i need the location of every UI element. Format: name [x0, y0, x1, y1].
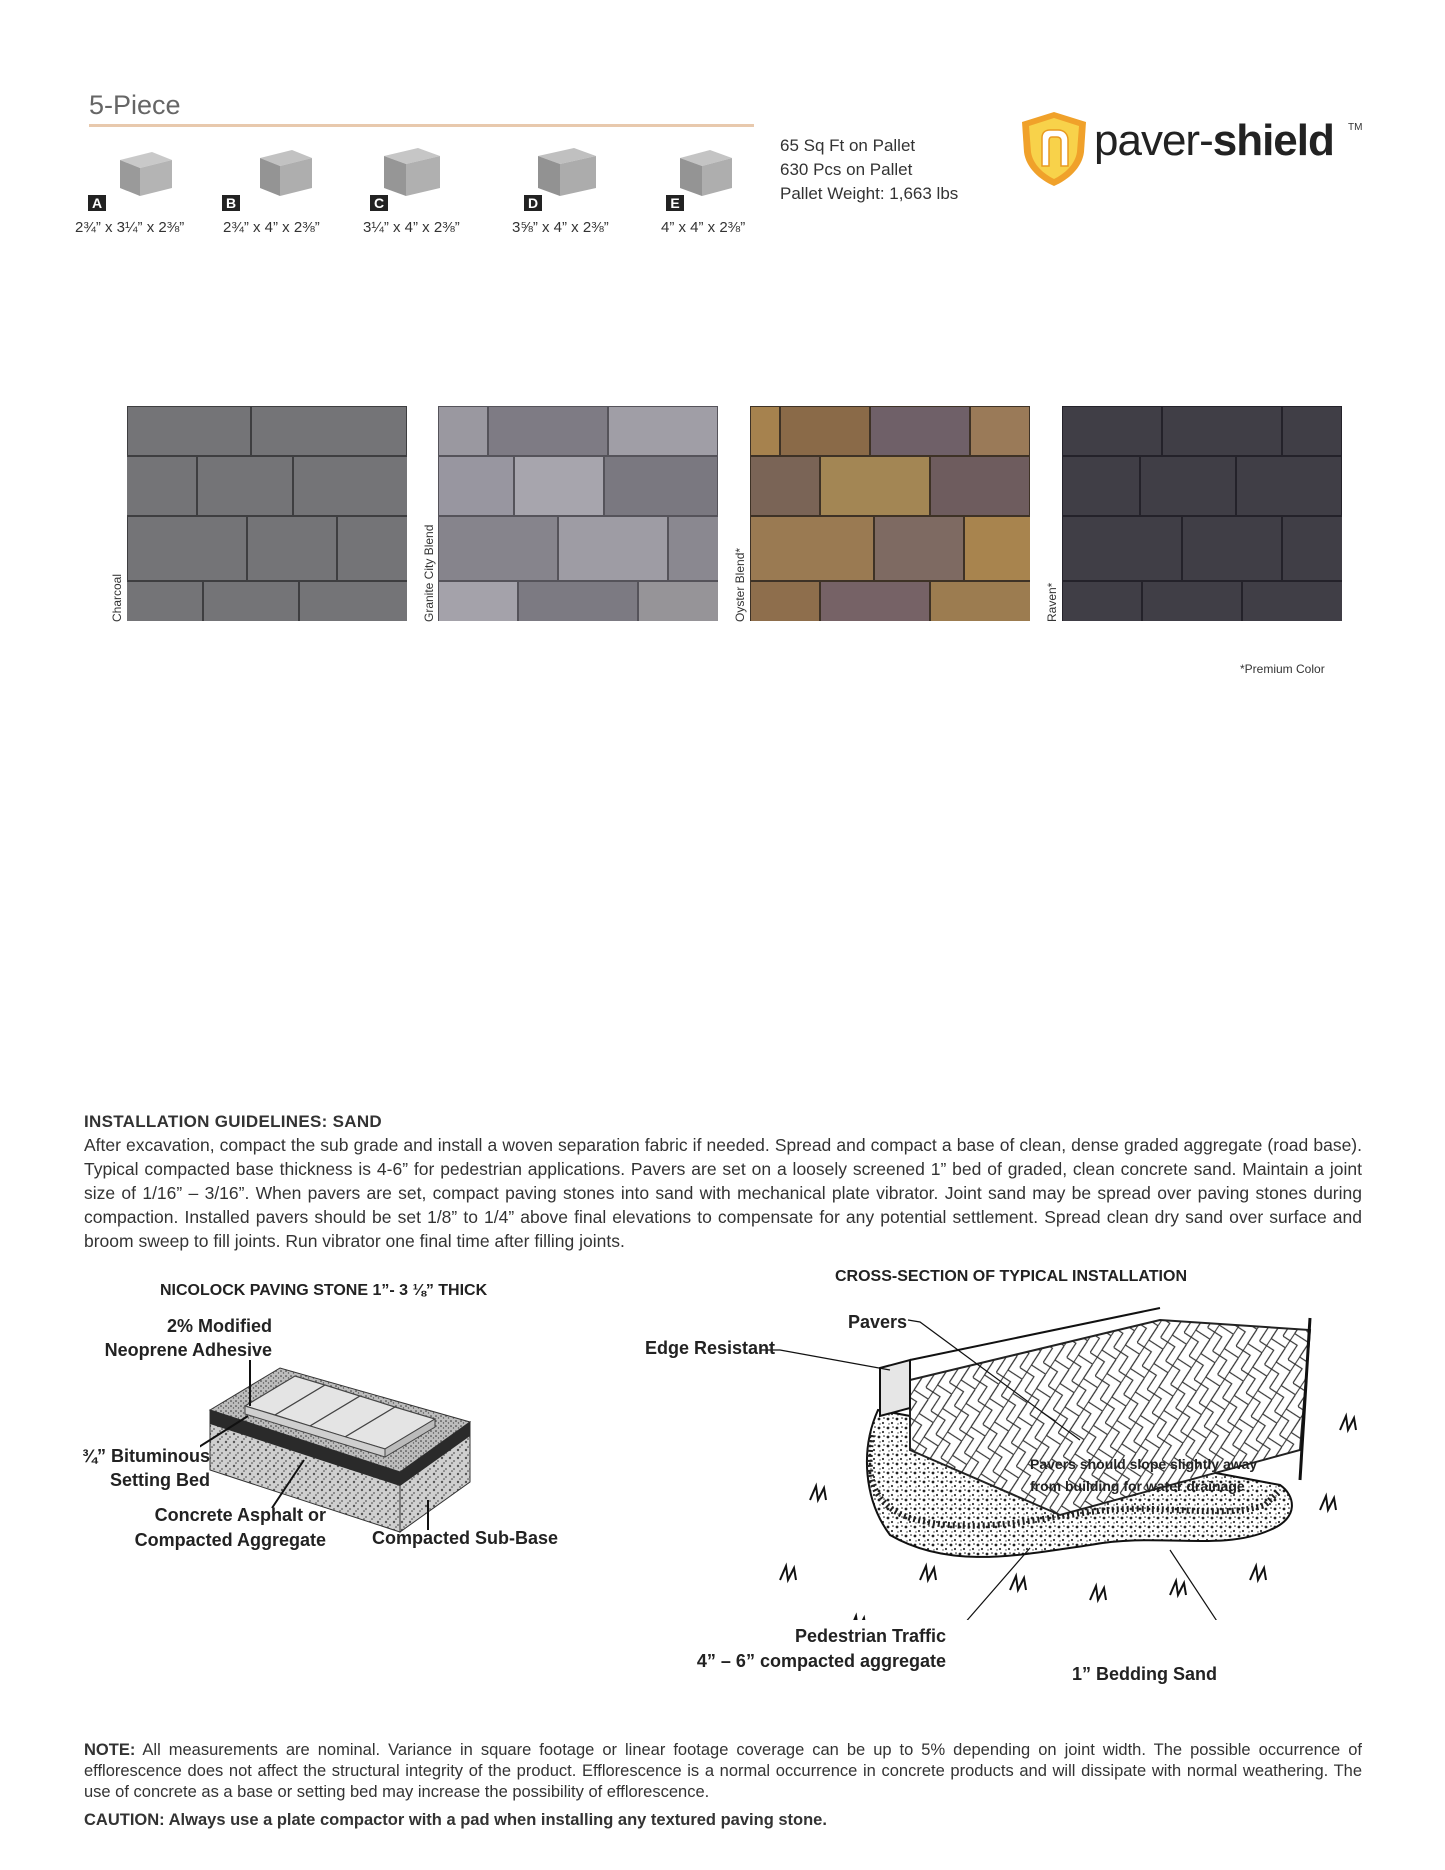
paving-stone-diagram-title: NICOLOCK PAVING STONE 1”- 3 ⅛” THICK — [160, 1282, 488, 1299]
piece-image-a — [114, 146, 176, 205]
label-adhesive-line-2: Neoprene Adhesive — [104, 1340, 272, 1360]
label-bituminous-line-2: Setting Bed — [109, 1470, 210, 1490]
installation-body: After excavation, compact the sub grade and install a woven separation fabric if needed. Spread and compact a base of clean, dense graded aggregate (road base). Typical compacted base thickness is 4-6” for pedestrian applications. Pavers are set on a loosely screened 1” bed of graded, clean concrete sand. Maintain a joint size of 1/16” – 3/16”. When pavers are set, compact paving stones into sand with mechanical plate vibrator. Joint sand may be spread over paving stones during compaction. Installed pavers should be set 1/8” to 1/4” above final elevations to compensate for any potential settlement. Spread clean dry sand over surface and broom sweep to fill joints. Run vibrator one final time after filling joints. — [84, 1135, 1362, 1251]
piece-letter-a: A — [88, 195, 106, 211]
label-pedestrian-line-1: Pedestrian Traffic — [794, 1626, 946, 1646]
note-text: All measurements are nominal. Variance in square footage or linear footage coverage can be up to 5% depending on joint width. The possible occurrence of efflorescence does not affect the structural integrity of the product. Efflorescence is a normal occurrence in concrete products and will dissipate with normal weathering. The use of concrete as a base or setting bed may increase the possibility of efflorescence. — [84, 1741, 1362, 1801]
piece-letter-c: C — [370, 195, 388, 211]
swatch-label-raven: Raven* — [1045, 582, 1059, 622]
label-bedding-sand: 1” Bedding Sand — [1072, 1664, 1218, 1684]
shield-n-icon — [1016, 108, 1092, 188]
swatch-label-granite-city-blend: Granite City Blend — [422, 524, 436, 622]
label-pavers: Pavers — [848, 1312, 908, 1332]
piece-dims-d: 3⅝” x 4” x 2⅜” — [512, 219, 609, 236]
measurement-note — [84, 1740, 1362, 1803]
pallet-weight: Pallet Weight: 1,663 lbs — [780, 184, 959, 203]
premium-color-note: *Premium Color — [1240, 662, 1325, 676]
piece-dims-e: 4” x 4” x 2⅜” — [661, 219, 746, 236]
piece-letter-d: D — [524, 195, 542, 211]
pallet-sq-ft: 65 Sq Ft on Pallet — [780, 136, 916, 155]
swatch-raven — [1062, 406, 1342, 621]
trademark: TM — [1348, 122, 1363, 133]
label-compacted-sub-base: Compacted Sub-Base — [372, 1528, 559, 1548]
swatch-oyster-blend — [750, 406, 1030, 621]
cross-section-title: CROSS-SECTION OF TYPICAL INSTALLATION — [835, 1268, 1187, 1285]
swatch-label-oyster-blend: Oyster Blend* — [733, 547, 747, 622]
title-divider — [89, 124, 754, 127]
label-pedestrian-line-2: 4” – 6” compacted aggregate — [696, 1651, 946, 1671]
pallet-info — [780, 134, 958, 206]
installation-title: INSTALLATION GUIDELINES: SAND — [84, 1112, 383, 1131]
paver-shield-logo — [1016, 108, 1376, 188]
piece-list — [70, 140, 770, 240]
piece-letter-e: E — [666, 195, 684, 211]
label-adhesive-line-1: 2% Modified — [166, 1316, 272, 1336]
pallet-pieces: 630 Pcs on Pallet — [780, 160, 913, 179]
piece-image-b — [254, 144, 316, 205]
piece-letter-b: B — [222, 195, 240, 211]
piece-dims-b: 2¾” x 4” x 2⅜” — [223, 219, 320, 236]
note-label: NOTE: — [84, 1741, 136, 1759]
piece-dims-a: 2¾” x 3¼” x 2⅜” — [75, 219, 185, 236]
logo-wordmark — [1094, 116, 1334, 166]
label-slope-line-1: Pavers should slope slightly away — [1030, 1456, 1258, 1472]
swatch-label-charcoal: Charcoal — [110, 573, 124, 622]
piece-image-d — [532, 142, 600, 205]
swatch-granite-city-blend — [438, 406, 718, 621]
logo-text-bold: shield — [1212, 116, 1334, 165]
swatch-charcoal — [127, 406, 407, 621]
section-title: 5-Piece — [89, 90, 181, 120]
caution-text: CAUTION: Always use a plate compactor with a pad when installing any textured paving stone. — [84, 1811, 827, 1829]
label-edge-resistant: Edge Resistant — [645, 1338, 776, 1358]
label-concrete-line-1: Concrete Asphalt or — [154, 1505, 326, 1525]
piece-dims-c: 3¼” x 4” x 2⅜” — [363, 219, 460, 236]
logo-text-light: paver- — [1094, 116, 1213, 165]
label-concrete-line-2: Compacted Aggregate — [134, 1530, 326, 1550]
label-bituminous-line-1: ¾” Bituminous — [81, 1446, 210, 1466]
label-slope-line-2: from building for water drainage — [1030, 1478, 1245, 1494]
